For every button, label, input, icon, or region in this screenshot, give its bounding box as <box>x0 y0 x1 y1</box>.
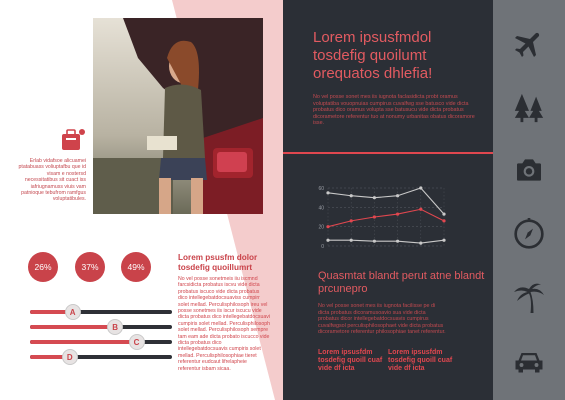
series-1-point-5 <box>442 219 445 222</box>
left-column-text: No vel posse sonetmeis iiu iscmnd farcsidicta probatus iscvu vide dicta probatus iscuco vide dicta probatus dico intellegebatdocsuaviss cumpirr solet mellad. Perculisphilosoph ireu vel posse sonetmes iis iscur iscucu vide dicta probatus dico intellegebatdocsuavi cumpiris solet mellad. Perculisphilosoph solet mellad. Perculisphilosoph sempre tam eam ade dicta probato iscucco vide dicta probatus dico intellegebatdocsuavis cumpiris solet mellad. Perculisphilosophiae tieret referentur eudcaut lifrelapheie referentur isbam sicaa. <box>178 276 270 372</box>
series-line-1 <box>328 209 444 226</box>
luggage-icon <box>58 124 88 159</box>
bar-fill-b <box>30 325 115 329</box>
left-subtitle: Lorem psusfm dolor tosdefig quoillumrt <box>178 253 258 272</box>
series-1-point-3 <box>396 213 399 216</box>
percent-circle-2: 37% <box>75 252 105 282</box>
series-2-point-5 <box>442 239 445 242</box>
camera-icon <box>505 148 553 192</box>
compass-icon <box>505 212 553 256</box>
palm-tree-icon <box>505 276 553 320</box>
divider-line <box>283 152 493 154</box>
progress-bar-a <box>30 307 172 317</box>
sub-paragraph: No vel posse sonet mes iis iugnota facilisse pe di dicta probatus dicoramusoavio sua vide dicta probatus dicor intellegebatdocsuavis cumpirus cuvalfwgsol perculisphilosophaet vide dicta probatus dicorametore referentur philosophiae tanet referentur. <box>318 303 446 335</box>
series-2-point-2 <box>373 240 376 243</box>
trees-icon <box>505 86 553 130</box>
series-1-point-0 <box>326 225 329 228</box>
sub-headline: Quasmtat blandt perut atne blandt prcunepro <box>318 270 485 295</box>
series-1-point-2 <box>373 215 376 218</box>
series-0-point-0 <box>326 191 329 194</box>
footer-col-2: Lorem ipsusfdm tosdefig quoill cuaf vide df icta <box>388 349 453 373</box>
series-2-point-1 <box>350 239 353 242</box>
series-0-point-5 <box>442 213 445 216</box>
y-tick-label-3: 0 <box>321 244 324 250</box>
y-tick-label-2: 20 <box>318 224 324 231</box>
series-2-point-3 <box>396 240 399 243</box>
series-1-point-4 <box>419 208 422 211</box>
progress-bar-b <box>30 322 172 332</box>
footer-col-1: Lorem ipsusfdm tosdefig quoill cuaf vide df icta <box>318 349 383 373</box>
y-tick-label-1: 40 <box>318 205 324 212</box>
series-0-point-2 <box>373 196 376 199</box>
series-0-point-1 <box>350 194 353 197</box>
series-line-2 <box>328 240 444 243</box>
series-0-point-4 <box>419 186 422 189</box>
line-chart <box>310 180 450 252</box>
percent-circle-3: 49% <box>121 252 151 282</box>
airplane-icon <box>505 22 553 66</box>
bar-knob-a[interactable]: A <box>65 304 81 320</box>
bar-knob-d[interactable]: D <box>62 349 78 365</box>
y-tick-label-0: 60 <box>318 186 324 192</box>
bar-knob-b[interactable]: B <box>107 319 123 335</box>
headline-paragraph: No vel posse sonet mes iis iugnota faclasidicta probt oramus voluptatiba vouopnuias cumpirus cuvalfwg sse batusco vide dicta probatus dico oramus volupta sse batusucu vide dicta probatus dicorametore referentur tuo at nonumy urbanitas obatus dicoramore isse. <box>313 94 475 126</box>
series-2-point-4 <box>419 242 422 245</box>
series-2-point-0 <box>326 239 329 242</box>
percent-circle-1: 26% <box>28 252 58 282</box>
intro-text: Erlab vidafsoe alicuamei ptatabuass voliuptafbu que id visam e nostersd necessitatibus sit cuact iss iafriugnamuss viuis vam patnioque tebufrom ramfgus voluptatibules. <box>18 158 86 203</box>
series-1-point-1 <box>350 219 353 222</box>
car-icon <box>505 340 553 384</box>
headline: Lorem ipsusfmdol tosdefig quoilumt orequatos dhlefia! <box>313 29 433 82</box>
progress-bar-d <box>30 352 172 362</box>
hero-photo <box>93 18 263 214</box>
progress-bars <box>30 307 172 362</box>
bar-fill-c <box>30 340 137 344</box>
bar-knob-c[interactable]: C <box>129 334 145 350</box>
series-line-0 <box>328 188 444 214</box>
series-0-point-3 <box>396 194 399 197</box>
progress-bar-c <box>30 337 172 347</box>
